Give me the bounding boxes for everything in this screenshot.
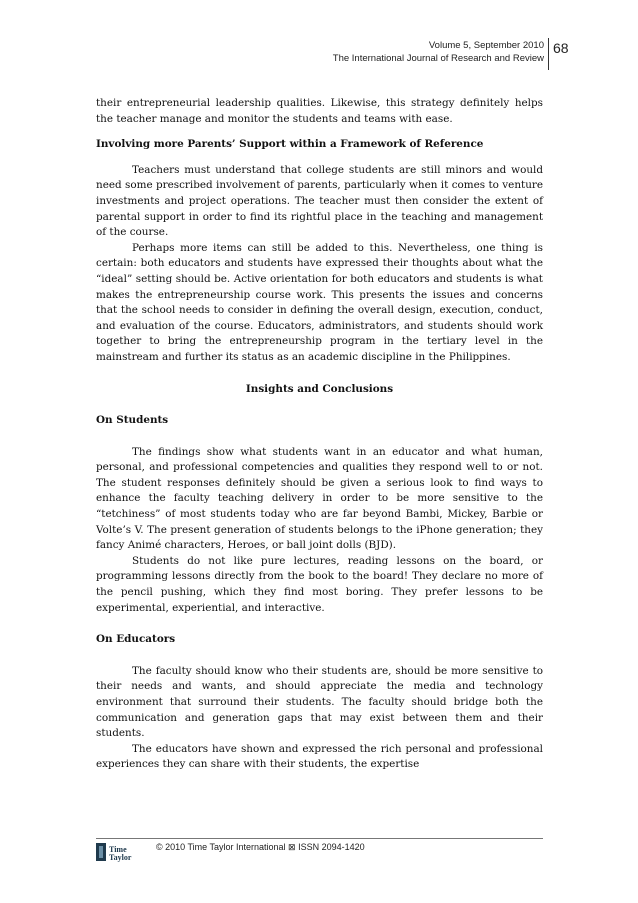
time-taylor-logo [96, 841, 146, 863]
logo-text-taylor: Taylor [109, 853, 132, 862]
logo-mark-stripe [99, 846, 103, 858]
paragraph-students-1: The findings show what students want in an educator and what human, personal, and professional competencies and qualities they respond well to or not. The student responses definitely should be given a serious look to find ways to enhance the faculty teaching delivery in order to be more sensitive to the “tetchiness” of most students today who are far beyond Bambi, Mickey, Barbie or Volte’s V. The present generation of students belongs to the iPhone generation; they fancy Animé characters, Heroes, or ball joint dolls (BJD). [96, 445, 543, 552]
heading-on-educators: On Educators [96, 633, 176, 646]
header-journal: The International Journal of Research and Review [332, 53, 544, 64]
page-number: 68 [553, 40, 569, 56]
heading-insights-conclusions: Insights and Conclusions [245, 382, 394, 395]
footer-divider [96, 838, 543, 839]
paragraph-intro: their entrepreneurial leadership qualities. Likewise, this strategy definitely helps the teacher manage and monitor the students and teams with ease. [96, 97, 543, 125]
paragraph-students-2: Students do not like pure lectures, reading lessons on the board, or programming lessons directly from the book to the board! They declare no more of the pencil pushing, which they find most boring. They prefer lessons to be experimental, experiential, and interactive. [96, 554, 543, 614]
footer-copyright: © 2010 Time Taylor International ⊠ ISSN 2094-1420 [156, 842, 365, 852]
header-divider [548, 38, 549, 70]
logo-text [109, 845, 132, 862]
header-volume: Volume 5, September 2010 [428, 40, 544, 51]
body-text [96, 96, 543, 773]
logo-text-time: Time [109, 845, 127, 854]
paragraph-parents-1: Teachers must understand that college students are still minors and would need some prescribed involvement of parents, particularly when it comes to venture investments and project operations. The teacher must then consider the extent of parental support in order to find its rightful place in the teaching and management of the course. [96, 163, 543, 239]
paragraph-educators-1: The faculty should know who their students are, should be more sensitive to their needs and wants, and should appreciate the media and technology environment that surround their students. The faculty should bridge both the communication and generation gaps that may exist between them and their students. [96, 664, 543, 740]
paragraph-parents-2: Perhaps more items can still be added to this. Nevertheless, one thing is certain: both educators and students have expressed their thoughts about what the “ideal” setting should be. Active orientation for both educators and students is what makes the entrepreneurship course work. This presents the issues and concerns that the school needs to consider in defining the overall design, execution, conduct, and evaluation of the course. Educators, administrators, and students should work together to bring the entrepreneurship program in the tertiary level in the mainstream and further its status as an academic discipline in the Philippines. [96, 241, 543, 363]
paragraph-educators-2: The educators have shown and expressed the rich personal and professional experiences they can share with their students, the expertise [96, 742, 543, 771]
heading-parents-support: Involving more Parents’ Support within a Framework of Reference [96, 138, 484, 151]
heading-on-students: On Students [96, 414, 169, 427]
running-header [333, 39, 544, 65]
